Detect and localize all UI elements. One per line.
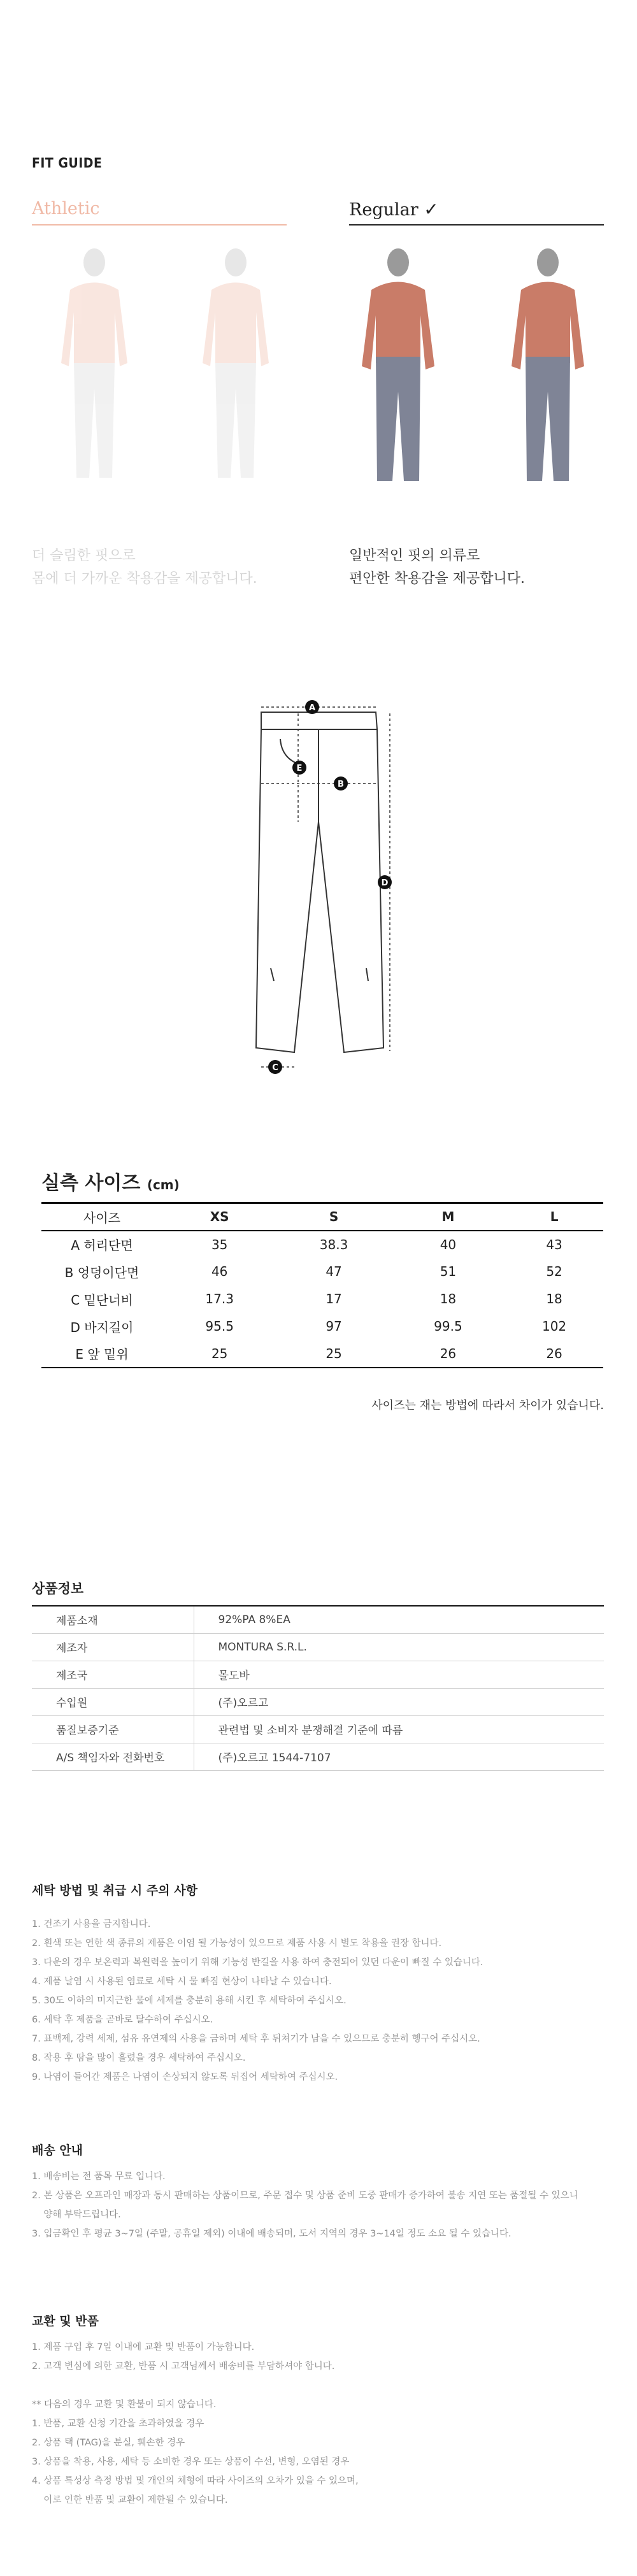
size-table	[41, 1202, 603, 1368]
size-cell: 17	[326, 1291, 342, 1306]
size-table-unit: (cm)	[147, 1177, 180, 1192]
info-label: 수입원	[32, 1688, 194, 1715]
shipping-title: 배송 안내	[32, 2143, 83, 2157]
size-header-cell: XS	[210, 1209, 229, 1225]
table-row	[41, 1285, 603, 1313]
svg-text:C: C	[272, 1063, 278, 1073]
size-cell: 26	[546, 1345, 562, 1361]
fit-regular-desc-line: 일반적인 핏의 의류로	[349, 548, 480, 564]
fit-athletic-desc-line: 더 슬림한 핏으로	[32, 548, 136, 564]
list-item: 1. 배송비는 전 품목 무료 입니다.	[32, 2172, 166, 2182]
returns-list	[32, 2338, 359, 2510]
size-row-label: E 앞 밑위	[75, 1347, 129, 1362]
svg-text:D: D	[381, 878, 389, 888]
size-cell: 18	[440, 1291, 457, 1306]
info-label: A/S 책임자와 전화번호	[32, 1743, 194, 1770]
product-info-table	[32, 1605, 604, 1771]
regular-figure-front	[362, 248, 434, 481]
pants-measurement-diagram	[242, 694, 408, 1102]
info-label: 품질보증기준	[32, 1715, 194, 1743]
info-value: (주)오르고 1544-7107	[218, 1752, 331, 1764]
list-item: 3. 다운의 경우 보온력과 복원력을 높이기 위해 기능성 반길을 사용 하여 충전되어 있던 다운이 빠질 수 있습니다.	[32, 1957, 483, 1968]
size-header-cell: M	[441, 1209, 455, 1225]
fit-athletic-desc-line: 몸에 더 가까운 착용감을 제공합니다.	[32, 571, 257, 587]
size-cell: 52	[546, 1264, 562, 1279]
table-row	[41, 1258, 603, 1285]
list-spacer	[32, 2376, 359, 2395]
size-row-label: A 허리단면	[71, 1238, 133, 1253]
size-cell: 43	[546, 1236, 562, 1252]
list-item: 이로 인한 반품 및 교환이 제한될 수 있습니다.	[32, 2495, 228, 2505]
info-label: 제조자	[32, 1633, 194, 1661]
size-cell: 18	[546, 1291, 562, 1306]
table-row	[41, 1340, 603, 1368]
size-row-label: D 바지길이	[70, 1319, 134, 1335]
returns-title: 교환 및 반품	[32, 2314, 99, 2328]
info-value: 관련법 및 소비자 분쟁해결 기준에 따름	[218, 1724, 403, 1737]
fit-regular-desc-line: 편안한 착용감을 제공합니다.	[349, 571, 526, 587]
list-item: 2. 상품 택 (TAG)을 분실, 훼손한 경우	[32, 2438, 185, 2448]
care-title: 세탁 방법 및 취급 시 주의 사항	[32, 1884, 197, 1898]
size-table-title	[41, 1167, 180, 1195]
list-item: 3. 상품을 착용, 사용, 세탁 등 소비한 경우 또는 상품이 수선, 변형, 오염된 경우	[32, 2457, 350, 2467]
table-row	[32, 1715, 604, 1743]
info-value: MONTURA S.R.L.	[218, 1640, 307, 1654]
fit-figures	[25, 236, 618, 516]
size-cell: 102	[541, 1319, 567, 1334]
list-item: 6. 세탁 후 제품을 곧바로 탈수하여 주십시오.	[32, 2015, 213, 2025]
size-cell: 25	[326, 1345, 342, 1361]
table-row	[41, 1313, 603, 1340]
list-item: 1. 제품 구입 후 7일 이내에 교환 및 반품이 가능합니다.	[32, 2342, 255, 2352]
list-item: 9. 나염이 들어간 제품은 나염이 손상되지 않도록 뒤집어 세탁하여 주십시오.	[32, 2072, 338, 2082]
size-row-label: C 밑단너비	[71, 1292, 133, 1308]
list-item: 4. 제품 날염 시 사용된 염료로 세탁 시 물 빠짐 현상이 나타날 수 있습니다.	[32, 1977, 332, 1987]
fit-athletic-underline	[32, 224, 287, 225]
size-cell: 40	[440, 1236, 457, 1252]
fit-guide-title: FIT GUIDE	[32, 155, 103, 171]
size-header-cell: L	[550, 1209, 559, 1225]
table-row	[41, 1231, 603, 1258]
marker-c	[268, 1060, 282, 1074]
size-cell: 35	[211, 1236, 228, 1252]
info-value: 92%PA 8%EA	[218, 1613, 290, 1626]
size-header-cell: 사이즈	[83, 1210, 120, 1226]
svg-text:B: B	[338, 780, 344, 789]
table-row	[32, 1606, 604, 1633]
list-item: 2. 고객 변심에 의한 교환, 반품 시 고객님께서 배송비를 부담하셔야 합니다.	[32, 2361, 335, 2372]
size-cell: 47	[326, 1264, 342, 1279]
marker-a	[305, 700, 319, 714]
fit-regular-text: Regular	[349, 200, 419, 220]
size-cell: 17.3	[205, 1291, 234, 1306]
info-label: 제품소재	[32, 1606, 194, 1633]
shipping-list	[32, 2167, 578, 2243]
list-item: 양해 부탁드립니다.	[32, 2210, 121, 2220]
size-cell: 51	[440, 1264, 457, 1279]
size-cell: 95.5	[205, 1319, 234, 1334]
size-row-label: B 엉덩이단면	[64, 1264, 140, 1280]
fit-regular-underline	[349, 224, 604, 225]
size-cell: 46	[211, 1264, 228, 1279]
size-table-note: 사이즈는 재는 방법에 따라서 차이가 있습니다.	[371, 1399, 604, 1412]
size-table-title-text: 실측 사이즈	[41, 1172, 141, 1194]
size-header-cell: S	[329, 1209, 339, 1225]
table-row	[32, 1743, 604, 1770]
fit-regular-label	[349, 199, 439, 220]
care-list	[32, 1915, 483, 2087]
list-item: 1. 건조기 사용을 금지합니다.	[32, 1919, 151, 1929]
fit-athletic-desc	[32, 545, 257, 590]
size-cell: 38.3	[319, 1236, 348, 1252]
table-row	[32, 1633, 604, 1661]
marker-e	[292, 761, 306, 775]
size-cell: 26	[440, 1345, 457, 1361]
fit-regular-desc	[349, 545, 525, 590]
list-item: 2. 흰색 또는 연한 색 종류의 제품은 이염 될 가능성이 있으므로 제품 사용 시 별도 착용을 권장 합니다.	[32, 1938, 442, 1949]
athletic-figure-front	[61, 248, 127, 478]
regular-figure-side	[512, 248, 584, 481]
list-item: 5. 30도 이하의 미지근한 물에 세제를 충분히 용해 시킨 후 세탁하여 주십시오.	[32, 1996, 347, 2006]
info-label: 제조국	[32, 1661, 194, 1688]
product-info-title: 상품정보	[32, 1581, 84, 1596]
list-item: 1. 반품, 교환 신청 기간을 초과하였을 경우	[32, 2419, 204, 2429]
fit-athletic-label: Athletic	[32, 199, 100, 218]
marker-b	[334, 776, 348, 791]
svg-text:A: A	[308, 703, 316, 713]
marker-d	[378, 875, 392, 889]
size-cell: 25	[211, 1345, 228, 1361]
info-value: 몰도바	[218, 1670, 250, 1682]
info-value: (주)오르고	[218, 1697, 269, 1710]
list-item: 3. 입금확인 후 평균 3~7일 (주말, 공휴일 제외) 이내에 배송되며, 도서 지역의 경우 3~14일 정도 소요 될 수 있습니다.	[32, 2229, 512, 2239]
check-icon: ✓	[424, 199, 439, 220]
size-cell: 99.5	[434, 1319, 462, 1334]
list-item: 8. 작용 후 땀을 많이 흘렸을 경우 세탁하여 주십시오.	[32, 2053, 246, 2063]
svg-text:E: E	[296, 764, 303, 773]
athletic-figure-side	[203, 248, 269, 478]
list-item: 2. 본 상품은 오프라인 매장과 동시 판매하는 상품이므로, 주문 접수 및 상품 준비 도중 판매가 증가하여 불송 지연 또는 품절될 수 있으니	[32, 2191, 578, 2201]
table-row	[32, 1688, 604, 1715]
table-row	[32, 1661, 604, 1688]
list-item: ** 다음의 경우 교환 및 환불이 되지 않습니다.	[32, 2400, 217, 2410]
list-item: 4. 상품 특성상 측정 방법 및 개인의 체형에 따라 사이즈의 오차가 있을 수 있으며,	[32, 2476, 359, 2486]
size-table-header-row	[41, 1203, 603, 1231]
list-item: 7. 표백제, 강력 세제, 섬유 유연제의 사용을 금하며 세탁 후 뒤쳐기가 남을 수 있으므로 충분히 헹구어 주십시오.	[32, 2034, 480, 2044]
size-cell: 97	[326, 1319, 342, 1334]
